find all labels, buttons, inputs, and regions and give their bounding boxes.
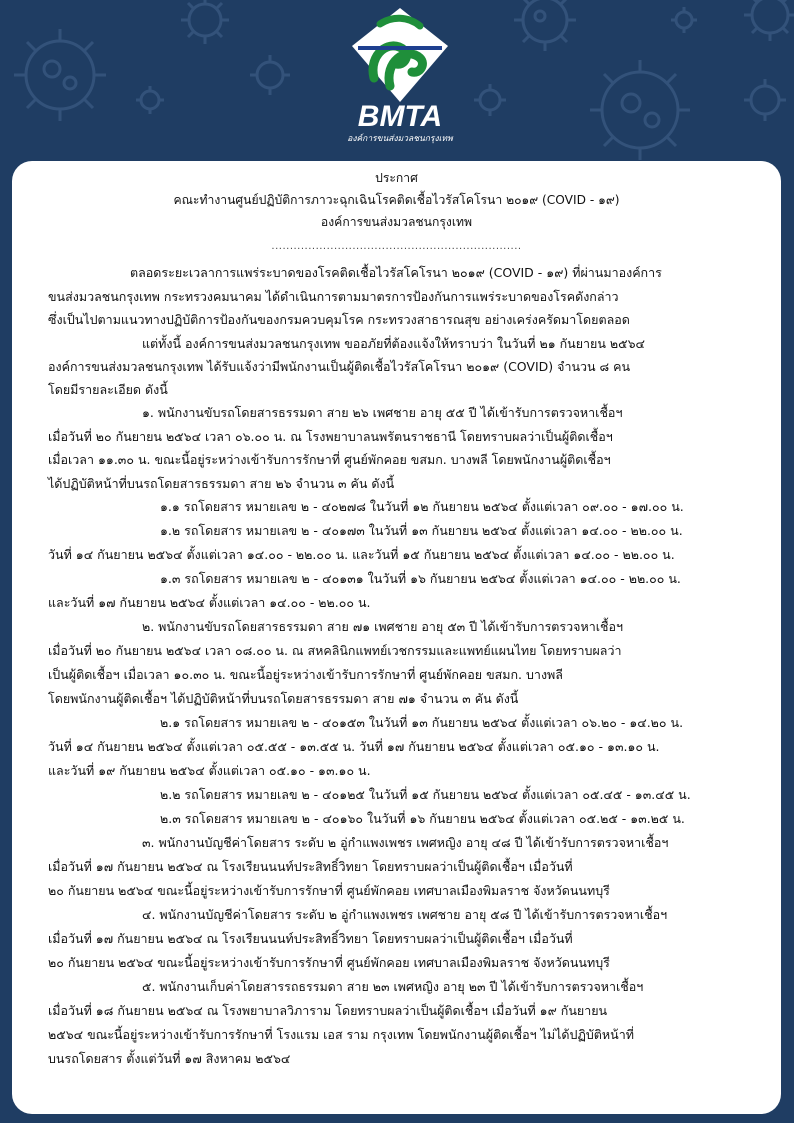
virus-icon — [136, 86, 164, 114]
virus-icon — [514, 0, 576, 51]
body-line: ๒๐ กันยายน ๒๕๖๔ ขณะนี้อยู่ระหว่างเข้ารับการรักษาที่ ศูนย์พักคอย เทศบาลเมืองพิมลราช จังหวัดนนทบุรี — [48, 955, 610, 970]
organization-name: องค์การขนส่งมวลชนกรุงเทพ — [320, 214, 473, 229]
body-line: ซึ่งเป็นไปตามแนวทางปฏิบัติการป้องกันของกรมควบคุมโรค กระทรวงสาธารณสุข อย่างเคร่งครัดมาโดยตลอด — [48, 312, 630, 327]
body-line: แต่ทั้งนี้ องค์การขนส่งมวลชนกรุงเทพ ขออภัยที่ต้องแจ้งให้ทราบว่า ในวันที่ ๒๑ กันยายน ๒๕๖๔ — [142, 336, 645, 351]
body-line: ๒๕๖๔ ขณะนี้อยู่ระหว่างเข้ารับการรักษาที่ โรงแรม เอส ราม กรุงเทพ โดยพนักงานผู้ติดเชื้อฯ ไม่ได้ปฏิบัติหน้าที่ — [48, 1027, 634, 1042]
virus-icon — [474, 84, 506, 116]
virus-icon — [14, 29, 106, 121]
body-line: โดยมีรายละเอียด ดังนี้ — [48, 382, 168, 397]
committee-name: คณะทำงานศูนย์ปฏิบัติการภาวะฉุกเฉินโรคติดเชื้อไวรัสโคโรนา ๒๐๑๙ (COVID - ๑๙) — [173, 192, 620, 207]
logo-text: BMTA — [357, 100, 443, 133]
body-line: ๑.๒ รถโดยสาร หมายเลข ๒ - ๔๐๑๗๓ ในวันที่ ๑๓ กันยายน ๒๕๖๔ ตั้งแต่เวลา ๑๔.๐๐ - ๒๒.๐๐ น. — [160, 523, 683, 538]
body-line: บนรถโดยสาร ตั้งแต่วันที่ ๑๗ สิงหาคม ๒๕๖๔ — [48, 1051, 291, 1066]
body-line: เมื่อวันที่ ๒๐ กันยายน ๒๕๖๔ เวลา ๐๘.๐๐ น. ณ สหคลินิกแพทย์เวชกรรมและแพทย์แผนไทย โดยทราบผลว่า — [48, 643, 622, 658]
logo-subtitle: องค์การขนส่งมวลชนกรุงเทพ — [347, 134, 453, 144]
body-line: ๑. พนักงานขับรถโดยสารธรรมดา สาย ๒๖ เพศชาย อายุ ๕๕ ปี ได้เข้ารับการตรวจหาเชื้อฯ — [142, 405, 623, 420]
announcement-card — [12, 161, 781, 1114]
virus-icon — [744, 0, 794, 41]
body-line: เมื่อวันที่ ๑๗ กันยายน ๒๕๖๔ ณ โรงเรียนนนท์ประสิทธิ์วิทยา โดยทราบผลว่าเป็นผู้ติดเชื้อฯ เมื่อวันที่ — [48, 931, 573, 946]
body-line: โดยพนักงานผู้ติดเชื้อฯ ได้ปฏิบัติหน้าที่บนรถโดยสารธรรมดา สาย ๗๑ จำนวน ๓ คัน ดังนี้ — [48, 691, 519, 706]
body-line: ตลอดระยะเวลาการแพร่ระบาดของโรคติดเชื้อไวรัสโคโรนา ๒๐๑๙ (COVID - ๑๙) ที่ผ่านมาองค์การ — [130, 265, 662, 280]
body-line: เป็นผู้ติดเชื้อฯ เมื่อเวลา ๑๐.๓๐ น. ขณะนี้อยู่ระหว่างเข้ารับการรักษาที่ ศูนย์พักคอย ขสมก. บางพลี — [48, 667, 563, 682]
body-line: ได้ปฏิบัติหน้าที่บนรถโดยสารธรรมดา สาย ๒๖ จำนวน ๓ คัน ดังนี้ — [48, 476, 395, 491]
body-line: ๑.๑ รถโดยสาร หมายเลข ๒ - ๔๐๒๗๘ ในวันที่ ๑๒ กันยายน ๒๕๖๔ ตั้งแต่เวลา ๐๙.๐๐ - ๑๗.๐๐ น. — [160, 499, 684, 514]
body-line: ขนส่งมวลชนกรุงเทพ กระทรวงคมนาคม ได้ดำเนินการตามมาตรการป้องกันการแพร่ระบาดของโรคดังกล่าว — [48, 289, 619, 304]
announcement-heading: ประกาศ — [375, 170, 418, 185]
body-line: เมื่อเวลา ๑๑.๓๐ น. ขณะนี้อยู่ระหว่างเข้ารับการรักษาที่ ศูนย์พักคอย ขสมก. บางพลี โดยพนักงานผู้ติดเชื้อฯ — [48, 452, 611, 467]
body-line: ๒.๒ รถโดยสาร หมายเลข ๒ - ๔๐๑๒๕ ในวันที่ ๑๕ กันยายน ๒๕๖๔ ตั้งแต่เวลา ๐๕.๔๕ - ๑๓.๔๕ น. — [160, 787, 691, 802]
body-line: ๑.๓ รถโดยสาร หมายเลข ๒ - ๔๐๑๓๑ ในวันที่ ๑๖ กันยายน ๒๕๖๔ ตั้งแต่เวลา ๑๔.๐๐ - ๒๒.๐๐ น. — [160, 571, 681, 586]
body-line: วันที่ ๑๔ กันยายน ๒๕๖๔ ตั้งแต่เวลา ๐๕.๕๕ - ๑๓.๕๕ น. วันที่ ๑๗ กันยายน ๒๕๖๔ ตั้งแต่เวลา ๐๕.๑๐ - ๑๓.๑๐ น. — [48, 739, 660, 754]
bmta-logo — [330, 4, 470, 154]
virus-icon — [744, 79, 786, 121]
separator-line: .................................................................... — [271, 241, 522, 252]
body-line: ๒. พนักงานขับรถโดยสารธรรมดา สาย ๗๑ เพศชาย อายุ ๕๓ ปี ได้เข้ารับการตรวจหาเชื้อฯ — [142, 619, 624, 634]
virus-icon — [671, 7, 697, 33]
body-line: ๓. พนักงานบัญชีค่าโดยสาร ระดับ ๒ อู่กำแพงเพชร เพศหญิง อายุ ๔๘ ปี ได้เข้ารับการตรวจหาเชื้อฯ — [142, 835, 669, 850]
virus-icon — [181, 0, 229, 44]
bmta-logo-mark-icon — [330, 4, 470, 154]
body-line: ๔. พนักงานบัญชีค่าโดยสาร ระดับ ๒ อู่กำแพงเพชร เพศชาย อายุ ๕๘ ปี ได้เข้ารับการตรวจหาเชื้อฯ — [142, 907, 668, 922]
body-line: เมื่อวันที่ ๑๘ กันยายน ๒๕๖๔ ณ โรงพยาบาลวิภาราม โดยทราบผลว่าเป็นผู้ติดเชื้อฯ เมื่อวันที่ ๑๙ กันยายน — [48, 1003, 608, 1018]
body-line: เมื่อวันที่ ๒๐ กันยายน ๒๕๖๔ เวลา ๐๖.๐๐ น. ณ โรงพยาบาลนพรัตนราชธานี โดยทราบผลว่าเป็นผู้ติดเชื้อฯ — [48, 429, 613, 444]
body-line: ๒๐ กันยายน ๒๕๖๔ ขณะนี้อยู่ระหว่างเข้ารับการรักษาที่ ศูนย์พักคอย เทศบาลเมืองพิมลราช จังหวัดนนทบุรี — [48, 883, 610, 898]
body-line: และวันที่ ๑๙ กันยายน ๒๕๖๔ ตั้งแต่เวลา ๐๕.๑๐ - ๑๓.๑๐ น. — [48, 763, 371, 778]
body-line: ๒.๑ รถโดยสาร หมายเลข ๒ - ๔๐๑๕๓ ในวันที่ ๑๓ กันยายน ๒๕๖๔ ตั้งแต่เวลา ๐๖.๒๐ - ๑๔.๒๐ น. — [160, 715, 684, 730]
body-line: และวันที่ ๑๗ กันยายน ๒๕๖๔ ตั้งแต่เวลา ๑๔.๐๐ - ๒๒.๐๐ น. — [48, 595, 371, 610]
virus-icon — [250, 55, 290, 95]
body-line: เมื่อวันที่ ๑๗ กันยายน ๒๕๖๔ ณ โรงเรียนนนท์ประสิทธิ์วิทยา โดยทราบผลว่าเป็นผู้ติดเชื้อฯ เมื่อวันที่ — [48, 859, 573, 874]
body-line: วันที่ ๑๔ กันยายน ๒๕๖๔ ตั้งแต่เวลา ๑๔.๐๐ - ๒๒.๐๐ น. และวันที่ ๑๕ กันยายน ๒๕๖๔ ตั้งแต่เวลา ๑๔.๐๐ - ๒๒.๐๐ น. — [48, 547, 675, 562]
body-line: ๕. พนักงานเก็บค่าโดยสารรถธรรมดา สาย ๒๓ เพศหญิง อายุ ๒๓ ปี ได้เข้ารับการตรวจหาเชื้อฯ — [142, 979, 644, 994]
virus-icon — [590, 60, 690, 160]
body-line: ๒.๓ รถโดยสาร หมายเลข ๒ - ๔๐๑๖๐ ในวันที่ ๑๖ กันยายน ๒๕๖๔ ตั้งแต่เวลา ๐๕.๒๕ - ๑๓.๒๕ น. — [160, 811, 685, 826]
body-line: องค์การขนส่งมวลชนกรุงเทพ ได้รับแจ้งว่ามีพนักงานเป็นผู้ติดเชื้อไวรัสโคโรนา ๒๐๑๙ (COVID) จำนวน ๘ คน — [48, 359, 631, 374]
